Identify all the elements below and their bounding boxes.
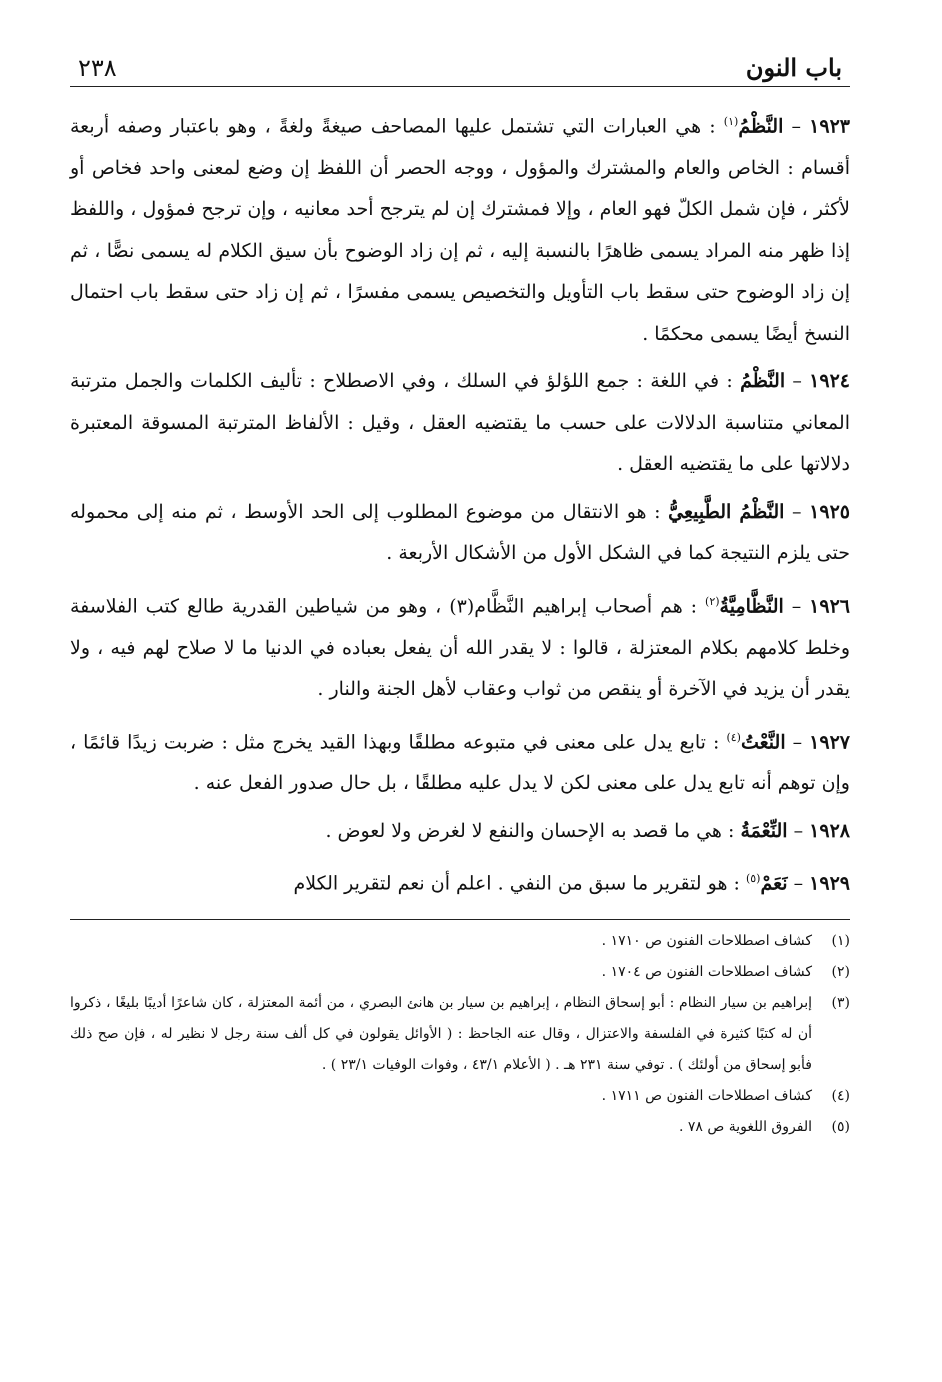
entry-term: النَّظْمُ (738, 115, 784, 138)
entry-text: : تابع يدل على معنى في متبوعه مطلقًا وبهذا القيد يخرج مثل : ضربت زيدًا قائمًا ، وإن توهم أنه تابع يدل على معنى لكن لا يدل عليه مطلقًا ، بل حال صدور الفعل عنه . (70, 730, 850, 795)
footnote-text: كشاف اصطلاحات الفنون ص ١٧٠٤ . (601, 964, 812, 981)
entry-term: النِّعْمَةُ (740, 819, 788, 842)
entry-term: النَّعْتُ (740, 730, 786, 753)
entry-term: النَّظْمُ (740, 370, 786, 393)
footnote-ref: (٤) (726, 730, 741, 744)
main-text (70, 101, 850, 905)
page (70, 40, 850, 1143)
footnote-divider (70, 919, 850, 920)
footnote-text: كشاف اصطلاحات الفنون ص ١٧١١ . (601, 1088, 812, 1105)
footnote-number: (٤) (831, 1088, 850, 1105)
entry-text: : هي ما قصد به الإحسان والنفع لا لغرض ولا لعوض . (325, 819, 741, 842)
footnote (70, 988, 850, 1081)
entry-text: : هي العبارات التي تشتمل عليها المصاحف صيغةً ولغةً ، وهو باعتبار وصفه أربعة أقسام : الخاص والعام والمشترك والمؤول ، ووجه الحصر أن اللفظ إن وضع لمعنى واحد فخاص أو لأكثر ، فإن شمل الكلّ فهو العام ، وإلا فمشترك إن لم يترجح أحد معانيه ، وإن ترجح فمؤول ، واللفظ إذا ظهر منه المراد يسمى ظاهرًا بالنسبة إليه ، ثم إن زاد الوضوح بأن سيق الكلام له يسمى نصًّا ، ثم إن زاد الوضوح حتى سقط باب التأويل والتخصيص يسمى مفسرًا ، ثم إن زاد حتى سقط باب احتمال النسخ أيضًا يسمى محكمًا . (70, 115, 850, 345)
entry-1923: ١٩٢٣ – النَّظْمُ$^{(١)}$ : هي العبارات التي تشتمل عليها المصاحف صيغةً ولغةً ، وهو باعتبار وصفه أربعة أقسام : الخاص والعام والمشترك والمؤول ، ووجه الحصر أن اللفظ إن وضع لمعنى واحد فخاص أو لأكثر ، فإن شمل الكلّ فهو العام ، وإلا فمشترك إن لم يترجح أحد معانيه ، وإن ترجح فمؤول ، واللفظ إذا ظهر منه المراد يسمى ظاهرًا بالنسبة إليه ، ثم إن زاد الوضوح بأن سيق الكلام له يسمى نصًّا ، ثم إن زاد الوضوح حتى سقط باب التأويل والتخصيص يسمى مفسرًا ، ثم إن زاد حتى سقط باب احتمال النسخ أيضًا يسمى محكمًا . (70, 115, 850, 345)
entry-number: ١٩٢٧ (809, 730, 850, 753)
entry-number: ١٩٢٨ (809, 819, 850, 842)
footnote (70, 1112, 850, 1143)
footnote (70, 1081, 850, 1112)
entry-number: ١٩٢٥ (809, 500, 850, 523)
entry-term: النَّظَّامِيَّةُ (719, 595, 784, 618)
entry-1927: ١٩٢٧ – النَّعْتُ$^{(٤)}$ : تابع يدل على معنى في متبوعه مطلقًا وبهذا القيد يخرج مثل : ضربت زيدًا قائمًا ، وإن توهم أنه تابع يدل على معنى لكن لا يدل عليه مطلقًا ، بل حال صدور الفعل عنه . (70, 730, 850, 795)
footnote-number: (٢) (831, 964, 850, 981)
entry-number: ١٩٢٤ (809, 370, 850, 393)
entry-term: نَعَمْ (760, 872, 788, 895)
footnote (70, 926, 850, 957)
footnote-ref: (٥) (745, 872, 761, 886)
entry-number: ١٩٢٦ (809, 595, 850, 618)
footnote-number: (٣) (831, 995, 850, 1012)
entry-number: ١٩٢٣ (809, 115, 850, 138)
footnote-ref: (١) (723, 115, 739, 128)
entry-text: : هو لتقرير ما سبق من النفي . اعلم أن نعم لتقرير الكلام (293, 872, 746, 895)
entry-term: النَّظْمُ الطَّبِيعِيُّ (668, 500, 785, 523)
entry-1925: ١٩٢٥ – النَّظْمُ الطَّبِيعِيُّ : هو الانتقال من موضوع المطلوب إلى الحد الأوسط ، ثم منه إلى محموله حتى يلزم النتيجة كما في الشكل الأول من الأشكال الأربعة . (70, 500, 850, 565)
entry-text: : في اللغة : جمع اللؤلؤ في السلك ، وفي الاصطلاح : تأليف الكلمات والجمل مترتبة المعاني متناسبة الدلالات على حسب ما يقتضيه العقل ، وقيل : الألفاظ المترتبة المسوقة المعتبرة دلالاتها على ما يقتضيه العقل . (70, 370, 850, 476)
entry-text: : هم أصحاب إبراهيم النَّظَّام(٣) ، وهو من شياطين القدرية طالع كتب الفلاسفة وخلط كلامهم بكلام المعتزلة ، قالوا : لا يقدر الله أن يفعل بعباده في الدنيا ما لا صلاح لهم فيه ، ولا يقدر أن يزيد في الآخرة أو ينقص من ثواب وعقاب لأهل الجنة والنار . (70, 595, 850, 701)
footnote-text: كشاف اصطلاحات الفنون ص ١٧١٠ . (601, 933, 812, 950)
footnote (70, 957, 850, 988)
footnote-number: (٥) (831, 1119, 850, 1136)
footnote-text: الفروق اللغوية ص ٧٨ . (679, 1119, 812, 1136)
footnote-ref: (٢) (705, 594, 720, 608)
entry-1928: ١٩٢٨ – النِّعْمَةُ : هي ما قصد به الإحسان والنفع لا لغرض ولا لعوض . (325, 819, 850, 842)
footnote-text: إبراهيم بن سيار النظام : أبو إسحاق النظام ، إبراهيم بن سيار بن هانئ البصري ، من أئمة المعتزلة ، كان شاعرًا أديبًا بليغًا ، ذكروا أن له كتبًا كثيرة في الفلسفة والاعتزال ، وقال عنه الجاحظ : ( الأوائل يقولون في كل ألف سنة رجل لا نظير له ، فإن صح ذلك فأبو إسحاق من أولئك ) . توفي سنة ٢٣١ هـ . ( الأعلام ٤٣/١ ، وفوات الوفيات ٢٣/١ ) . (70, 995, 812, 1074)
entry-1929: ١٩٢٩ – نَعَمْ$^{(٥)}$ : هو لتقرير ما سبق من النفي . اعلم أن نعم لتقرير الكلام (293, 872, 850, 895)
chapter-title: باب النون (745, 53, 842, 82)
entry-number: ١٩٢٩ (809, 872, 850, 895)
footnote-number: (١) (831, 933, 850, 950)
entry-1924: ١٩٢٤ – النَّظْمُ : في اللغة : جمع اللؤلؤ في السلك ، وفي الاصطلاح : تأليف الكلمات والجمل مترتبة المعاني متناسبة الدلالات على حسب ما يقتضيه العقل ، وقيل : الألفاظ المترتبة المسوقة المعتبرة دلالاتها على ما يقتضيه العقل . (70, 370, 850, 476)
entry-text: : هو الانتقال من موضوع المطلوب إلى الحد الأوسط ، ثم منه إلى محموله حتى يلزم النتيجة كما في الشكل الأول من الأشكال الأربعة . (70, 500, 850, 565)
footnotes (70, 926, 850, 1143)
page-header (70, 40, 850, 87)
page-number: ٢٣٨ (78, 54, 117, 82)
entry-1926: ١٩٢٦ – النَّظَّامِيَّةُ$^{(٢)}$ : هم أصحاب إبراهيم النَّظَّام(٣) ، وهو من شياطين القدرية طالع كتب الفلاسفة وخلط كلامهم بكلام المعتزلة ، قالوا : لا يقدر الله أن يفعل بعباده في الدنيا ما لا صلاح لهم فيه ، ولا يقدر أن يزيد في الآخرة أو ينقص من ثواب وعقاب لأهل الجنة والنار . (70, 594, 850, 701)
